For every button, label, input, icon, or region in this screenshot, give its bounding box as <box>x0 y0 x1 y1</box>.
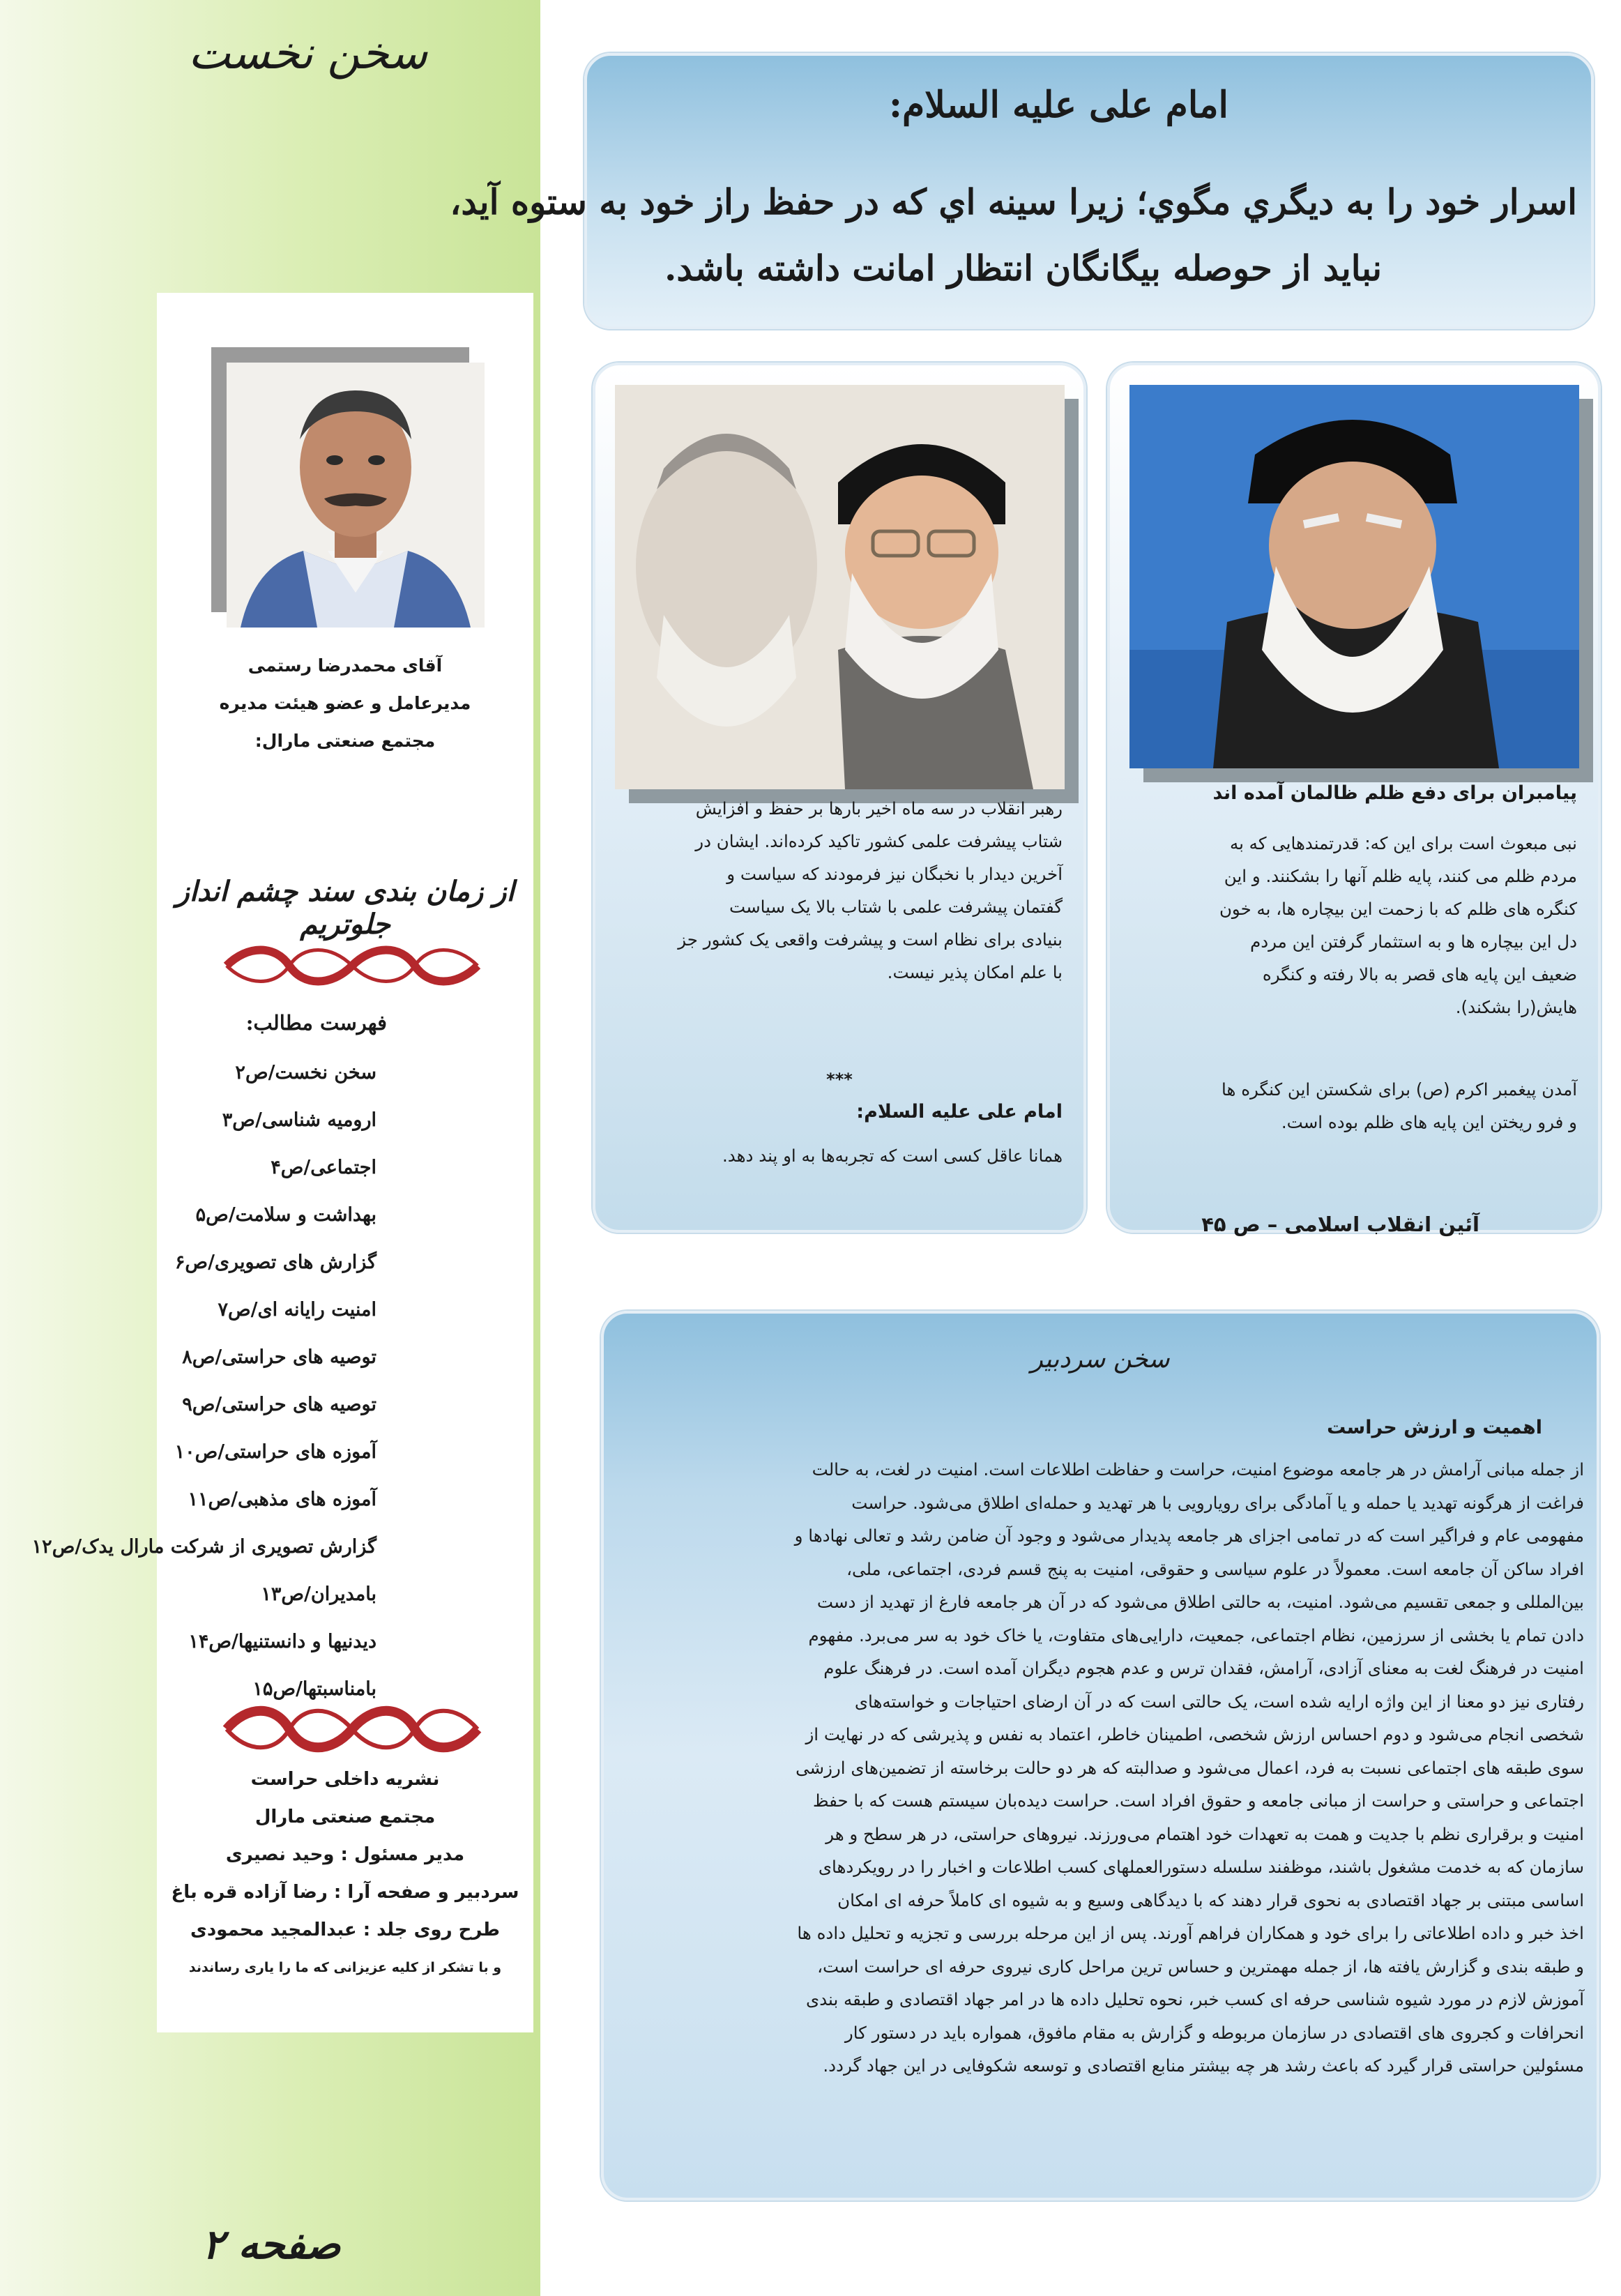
table-of-contents <box>14 1049 376 1713</box>
toc-item: اجتماعی/ص۴ <box>271 1157 376 1178</box>
toc-item: بامناسبتها/ص۱۵ <box>252 1678 376 1700</box>
text-line: و فرو ریختن این پایه های ظلم بوده است. <box>1281 1112 1577 1132</box>
text-line: نبی مبعوث است برای این که: قدرتمندهایی که به <box>1229 833 1577 853</box>
editorial-line: فراغت از هرگونه تهدید یا حمله و یا آمادگی برای رویارویی با هر تهدید و حمله‌ای اطلاق می‌شود. حراست <box>851 1492 1584 1513</box>
text-line: آمدن پیغمبر اکرم (ص) برای شکستن این کنگره ها <box>1222 1079 1577 1100</box>
toc-item: گزارش های تصویری/ص۶ <box>174 1252 376 1273</box>
toc-item: بامدیران/ص۱۳ <box>261 1583 376 1605</box>
sidebar <box>0 0 540 2296</box>
toc-item: توصیه های حراستی/ص۹ <box>182 1394 376 1415</box>
motto: از زمان بندی سند چشم انداز جلوتریم <box>176 875 515 941</box>
editorial-line: افراد ساکن آن جامعه است. معمولاً در علوم سیاسی و حقوقی، امنیت به پنج قسم فردی، اجتماعی، ملی، <box>846 1558 1584 1579</box>
toc-item: توصیه های حراستی/ص۸ <box>182 1346 376 1368</box>
editorial-line: اساسی مبتنی بر جهاد اقتصادی به نحوی قرار دهند که با دیدگاهی وسیع و به شیوه ای کاملاً حرفه ای امکان <box>837 1890 1584 1910</box>
editorial-line: انحرافات و کجروی های اقتصادی در سازمان مربوطه و گزارش به مقام مافوق، همواره باید در دستور کار <box>844 2022 1584 2043</box>
manager-portrait <box>227 363 485 628</box>
credits <box>157 1761 533 1986</box>
editorial-line: دادن تمام یا بخشی از سرزمین، نظام اجتماعی، جمعیت، دارایی‌های متفاوت، یا خاک خود به سر می‌برد. مفهوم <box>808 1625 1584 1645</box>
credit-line: مدیر مسئول : وحید نصیری <box>225 1844 465 1865</box>
editorial-line: مسئولین حراستی قرار گیرد که باعث رشد هر چه بیشتر منابع اقتصادی و توسعه شکوفایی در این جهاد گردد. <box>823 2055 1584 2076</box>
toc-item: گزارش تصویری از شرکت مارال یدک/ص۱۲ <box>31 1536 376 1558</box>
editorial-line: از جمله مبانی آرامش در هر جامعه موضوع امنیت، حراست و حفاظت اطلاعات است. امنیت در لغت، به حالت <box>812 1459 1584 1480</box>
ornament-divider <box>220 945 485 987</box>
text-line: کنگره های ظلم که با زحمت این بیچاره ها، به خون <box>1219 899 1577 919</box>
prophets-text-2 <box>1131 1073 1577 1139</box>
editorial-line: بین‌المللی و جمعی تقسیم می‌شود. امنیت، به حالتی اطلاق می‌شود که در آن هر جامعه فارغ از تهدید از دست <box>816 1592 1584 1612</box>
text-line: رهبر انقلاب در سه ماه اخیر بارها بر حفظ و افزایش <box>695 798 1063 819</box>
toc-item: آموزه های مذهبی/ص۱۱ <box>188 1489 376 1510</box>
quote-bubble <box>450 53 1594 329</box>
leader-text <box>616 792 1063 989</box>
editorial-line: آموزش لازم در مورد شیوه شناسی حرفه ای کسب خبر، نحوه تحلیل داده ها در امر جهاد اقتصادی و طبقه بندی <box>806 1989 1584 2009</box>
toc-item: امنیت رایانه ای/ص۷ <box>218 1299 376 1321</box>
info-card <box>31 293 533 2032</box>
credit-line: نشریه داخلی حراست <box>250 1769 440 1790</box>
editorial-subtitle: اهمیت و ارزش حراست <box>1327 1417 1542 1438</box>
editorial-line: رفتاری نیز دو معنا از این واژه ارایه شده است، یک حالتی است که در آن ارضای احتیاجات و خواسته‌های <box>854 1691 1584 1712</box>
leader-photo <box>615 385 1065 789</box>
ornament-divider-bottom <box>220 1701 485 1757</box>
editorial-line: اخذ خبر و داده اطلاعاتی را برای خود و همکاران فراهم آورند. پس از این مرحله بررسی و تجزیه و تحلیل داده ها <box>797 1923 1584 1943</box>
manager-role: مدیرعامل و عضو هیئت مدیره <box>219 693 471 713</box>
editorial-line: اجتماعی و حراستی و حراست از مبانی جامعه و حقوق افراد است. حراست دیده‌بان سیستم هست که با حفظ <box>812 1791 1584 1811</box>
editorial-line: مفهومی عام و فراگیر است که در تمامی اجزای هر جامعه پدیدار می‌شود و وجود آن ضامن رشد و تعالی نهادها و <box>794 1526 1584 1546</box>
editorial-bubble <box>601 1311 1599 2200</box>
credit-line: طرح روی جلد : عبدالمجید محمودی <box>190 1919 500 1940</box>
editorial-line: امنیت در فرهنگ لغت به معنای آزادی، آرامش، فقدان ترس و عدم هجوم دیگران آمده است. در فرهنگ علوم <box>823 1658 1584 1678</box>
leader-image <box>615 385 1065 789</box>
section-title: سخن نخست <box>188 28 428 79</box>
manager-name: آقای محمدرضا رستمی <box>248 655 443 676</box>
imam-ali-quote: همانا عاقل کسی است که تجربه‌ها به او پند دهد. <box>722 1146 1063 1166</box>
credit-line: و با تشکر از کلیه عزیزانی که ما را یاری رساندند <box>188 1960 502 1975</box>
quote-title: امام علی علیه السلام: <box>888 84 1228 126</box>
credit-line: سردبیر و صفحه آرا : رضا آزاده قره باغ <box>171 1882 519 1903</box>
separator: *** <box>826 1070 853 1089</box>
text-line: گفتمان پیشرفت علمی با شتاب بالا یک سیاست <box>729 897 1063 917</box>
text-line: با علم امکان پذیر نیست. <box>887 962 1063 982</box>
editorial-line: سازمان که به خدمت مشغول باشند، موظفند سلسله دستورالعملهای کسب اطلاعات و اخبار را در رویکردهای <box>818 1857 1584 1877</box>
quote-line: اسرار خود را به دیگري مگوي؛ زیرا سینه اي که در حفظ راز خود به ستوه آید، <box>450 181 1577 222</box>
editorial-title: سخن سردبیر <box>1030 1345 1170 1374</box>
page-number: صفحه ۲ <box>202 2221 341 2268</box>
khomeini-image <box>1129 385 1579 768</box>
leader-column <box>593 363 1086 1233</box>
text-line: ضعیف این پایه های قصر به بالا رفته و کنگره <box>1262 964 1577 984</box>
editorial-line: امنیت و برقراری نظم با جدیت و همت به تعهدات خود اهتمام می‌ورزند. نیروهای حراستی، در هر سطح و هر <box>825 1823 1584 1844</box>
source-citation: آئین انقلاب اسلامی – ص ۴۵ <box>1201 1212 1479 1236</box>
toc-item: سخن نخست/ص۲ <box>235 1062 376 1084</box>
editorial-line: سوی طبقه های اجتماعی نسبت به فرد، اعمال می‌شود و صدالبته که هر دو حالت برخاسته از تضمین‌های ارزشی <box>796 1757 1584 1778</box>
khomeini-column <box>1107 363 1601 1236</box>
text-line: شتاب پیشرفت علمی کشور تاکید کرده‌اند. ایشان در <box>695 831 1063 851</box>
khomeini-photo <box>1129 385 1579 768</box>
portrait-image <box>227 363 485 628</box>
text-line: مردم ظلم می کنند، پایه ظلم آنها را بشکنند. و این <box>1224 866 1577 886</box>
credit-line: مجتمع صنعتی مارال <box>254 1807 436 1827</box>
prophets-heading: پیامبران برای دفع ظلم ظالمان آمده اند <box>1212 782 1577 804</box>
text-line: هایش(را بشکند). <box>1455 997 1577 1017</box>
imam-ali-heading: امام علی علیه السلام: <box>856 1101 1063 1123</box>
toc-item: ارومیه شناسی/ص۳ <box>222 1109 376 1131</box>
text-line: بنیادی برای نظام است و پیشرفت واقعی یک کشور جز <box>678 929 1063 950</box>
toc-item: بهداشت و سلامت/ص۵ <box>195 1204 376 1226</box>
editorial-line: شخصی انجام می‌شود و دوم احساس ارزش شخصی، اطمینان خاطر، اعتماد به نفس و پذیرشی که در نهایت از <box>805 1724 1584 1744</box>
quote-line: نباید از حوصله بیگانگان انتظار امانت داشته باشد. <box>664 248 1382 289</box>
text-line: دل این بیچاره ها و به استثمار گرفتن این مردم <box>1250 932 1577 952</box>
toc-item: دیدنیها و دانستنیها/ص۱۴ <box>188 1631 376 1652</box>
manager-company: مجتمع صنعتی مارال: <box>254 731 436 751</box>
text-line: آخرین دیدار با نخبگان نیز فرمودند که سیاست و <box>726 864 1063 884</box>
editorial-body <box>611 1453 1584 2083</box>
editorial-line: و طبقه بندی و گزارش یافته ها، از جمله مهمترین و حساس ترین مراحل کاری نیروی حرفه ای حراست است، <box>817 1956 1584 1977</box>
prophets-text <box>1131 827 1577 1024</box>
toc-item: آموزه های حراستی/ص۱۰ <box>174 1441 376 1463</box>
toc-title: فهرست مطالب: <box>245 1011 387 1035</box>
